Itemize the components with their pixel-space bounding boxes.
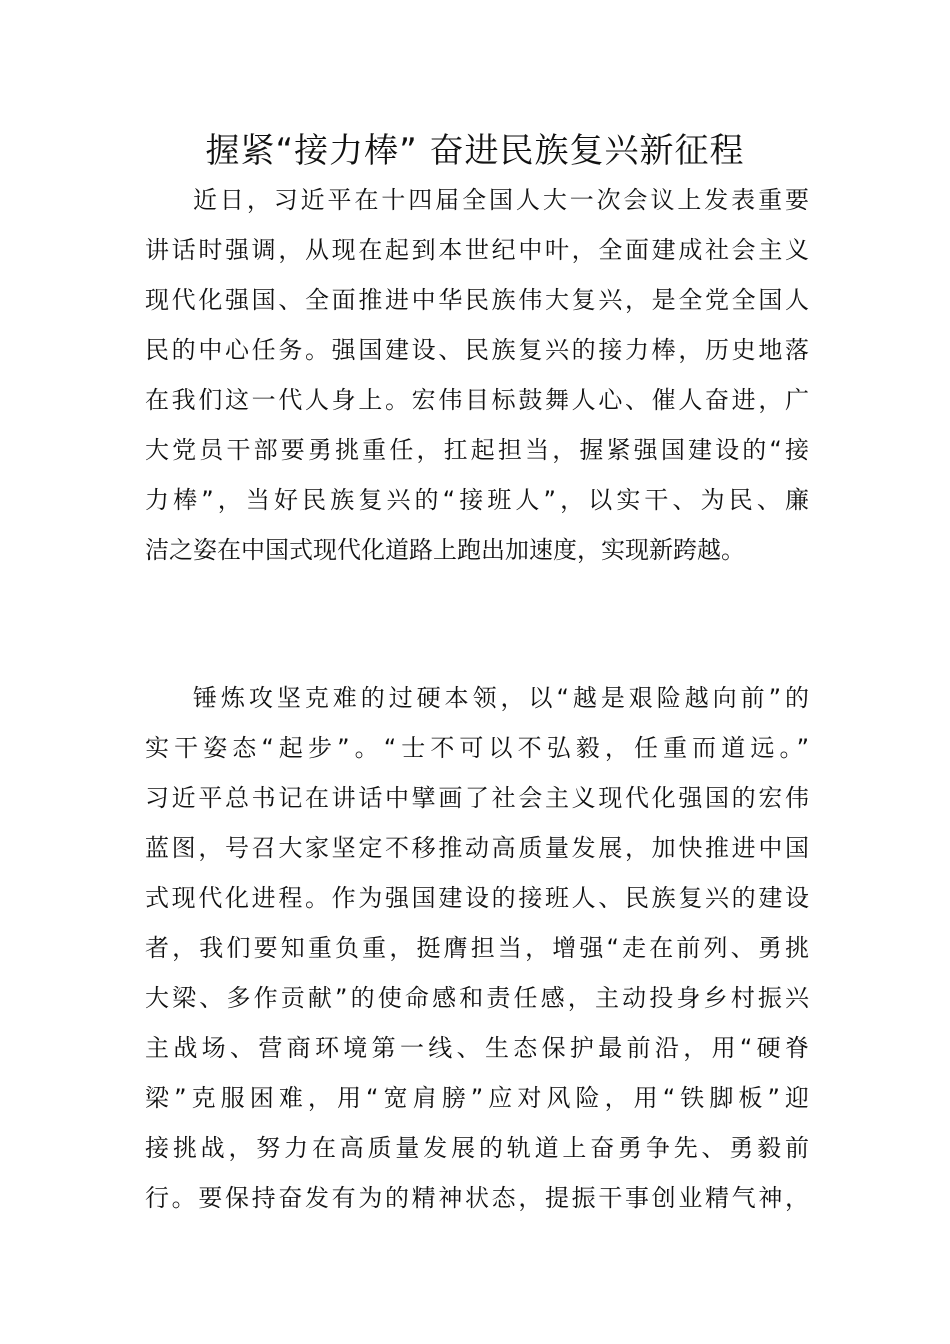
paragraph-line: 洁之姿在中国式现代化道路上跑出加速度，实现新跨越。 (145, 536, 745, 564)
paragraph-line: 力棒”，当好民族复兴的“接班人”，以实干、为民、廉 (145, 486, 809, 514)
paragraph-line: 行。要保持奋发有为的精神状态，提振干事创业精气神， (145, 1184, 809, 1212)
paragraph-section-one (145, 673, 809, 1223)
paragraph-line: 民的中心任务。强国建设、民族复兴的接力棒，历史地落 (145, 336, 809, 364)
paragraph-line: 实干姿态“起步”。“士不可以不弘毅，任重而道远。” (145, 734, 809, 762)
paragraph-line: 大党员干部要勇挑重任，扛起担当，握紧强国建设的“接 (145, 436, 809, 464)
paragraph-line: 者，我们要知重负重，挺膺担当，增强“走在前列、勇挑 (145, 934, 809, 962)
paragraph-line: 式现代化进程。作为强国建设的接班人、民族复兴的建设 (145, 884, 809, 912)
paragraph-line: 接挑战，努力在高质量发展的轨道上奋勇争先、勇毅前 (145, 1134, 809, 1162)
paragraph-line: 讲话时强调，从现在起到本世纪中叶，全面建成社会主义 (145, 236, 809, 264)
paragraph-line: 锤炼攻坚克难的过硬本领，以“越是艰险越向前”的 (193, 684, 809, 712)
document-title: 握紧“接力棒” 奋进民族复兴新征程 (205, 131, 745, 171)
paragraph-line: 蓝图，号召大家坚定不移推动高质量发展，加快推进中国 (145, 834, 809, 862)
paragraph-line: 现代化强国、全面推进中华民族伟大复兴，是全党全国人 (145, 286, 809, 314)
paragraph-line: 大梁、多作贡献”的使命感和责任感，主动投身乡村振兴 (145, 984, 809, 1012)
paragraph-line: 在我们这一代人身上。宏伟目标鼓舞人心、催人奋进，广 (145, 386, 809, 414)
paragraph-line: 梁”克服困难，用“宽肩膀”应对风险，用“铁脚板”迎 (145, 1084, 809, 1112)
paragraph-line: 主战场、营商环境第一线、生态保护最前沿，用“硬脊 (145, 1034, 809, 1062)
paragraph-line: 习近平总书记在讲话中擘画了社会主义现代化强国的宏伟 (145, 784, 809, 812)
paragraph-intro (145, 175, 809, 575)
paragraph-line: 近日，习近平在十四届全国人大一次会议上发表重要 (193, 186, 809, 214)
